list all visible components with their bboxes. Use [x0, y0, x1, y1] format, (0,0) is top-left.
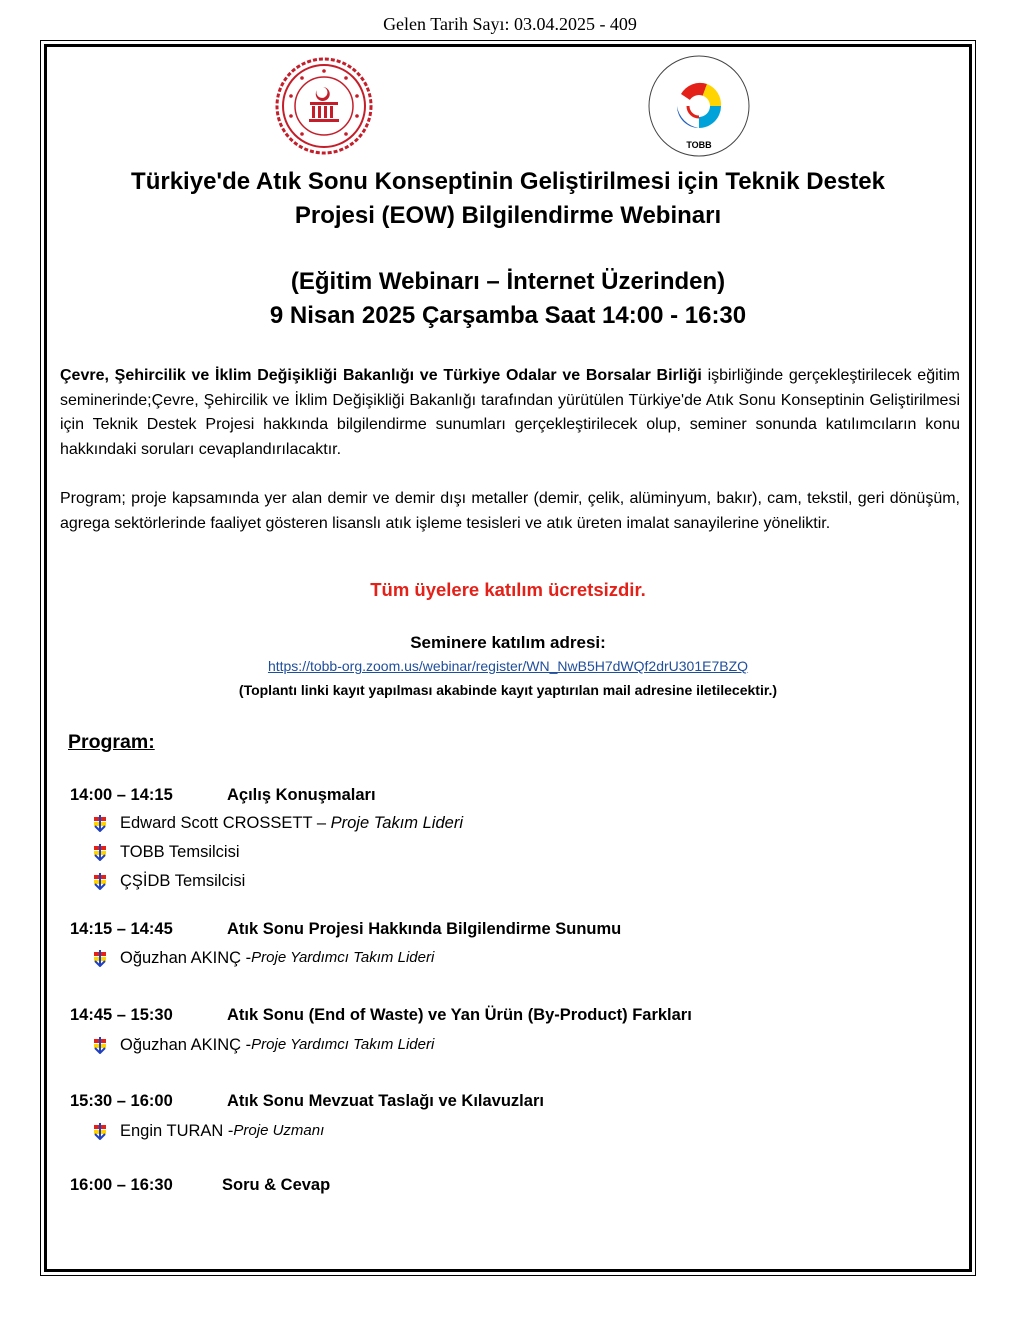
registration-link[interactable]: https://tobb-org.zoom.us/webinar/register/WN_NwB5H7dWQf2drU301E7BZQ: [267, 658, 749, 674]
registration-note: (Toplantı linki kayıt yapılması akabinde kayıt yaptırılan mail adresine iletilecektir.): [238, 682, 778, 698]
speaker-item: TOBB Temsilcisi: [91, 841, 240, 863]
event-date: 9 Nisan 2025 Çarşamba Saat 14:00 - 16:30: [269, 302, 747, 329]
bullet-arrow-icon: [91, 949, 109, 967]
speaker-item: ÇŞİDB Temsilcisi: [91, 870, 245, 892]
speaker-item: Edward Scott CROSSETT – Proje Takım Lideri: [91, 812, 463, 834]
session-row: 14:45 – 15:30 Atık Sonu (End of Waste) ve Yan Ürün (By-Product) Farkları: [70, 1006, 692, 1024]
document-title: Türkiye'de Atık Sonu Konseptinin Geliştirilmesi için Teknik Destek Projesi (EOW) Bilgilendirme Webinarı: [131, 168, 885, 229]
document-body: [47, 47, 969, 1269]
speaker-item: Oğuzhan AKINÇ - Proje Yardımcı Takım Lideri: [91, 1034, 434, 1056]
bullet-arrow-icon: [91, 843, 109, 861]
session-row: 14:15 – 14:45 Atık Sonu Projesi Hakkında Bilgilendirme Sunumu: [70, 920, 622, 938]
bullet-arrow-icon: [91, 872, 109, 890]
speaker-item: Engin TURAN - Proje Uzmanı: [91, 1120, 324, 1142]
intro-paragraph: Çevre, Şehircilik ve İklim Değişikliği Bakanlığı ve Türkiye Odalar ve Borsalar Birliği işbirliğinde gerçekleştirilecek eğitim seminerinde;Çevre, Şehircilik ve İklim Değişikliği Bakanlığı tarafından yürütülen Türkiye'de Atık Sonu Konseptinin Geliştirilmesi için Teknik Destek Projesi hakkında bilgilendirme sunumları gerçekleştirilecek olup, seminer sonunda katılımcıların konu hakkındaki soruları cevaplandırılacaktır.: [60, 367, 960, 458]
session-row: 15:30 – 16:00 Atık Sonu Mevzuat Taslağı ve Kılavuzları: [70, 1092, 544, 1110]
session-row: 14:00 – 14:15 Açılış Konuşmaları: [70, 786, 376, 804]
event-subtitle: (Eğitim Webinarı – İnternet Üzerinden) 9 Nisan 2025 Çarşamba Saat 14:00 - 16:30: [47, 265, 969, 333]
speaker-item: Oğuzhan AKINÇ - Proje Yardımcı Takım Lideri: [91, 947, 434, 969]
bullet-arrow-icon: [91, 1036, 109, 1054]
session-row: 16:00 – 16:30 Soru & Cevap: [70, 1176, 331, 1194]
registration-label: Seminere katılım adresi:: [410, 633, 606, 652]
csidb-seal-icon: [274, 56, 374, 156]
document-stamp: Gelen Tarih Sayı: 03.04.2025 - 409: [383, 14, 637, 34]
bullet-arrow-icon: [91, 1122, 109, 1140]
free-participation-note: Tüm üyelere katılım ücretsizdir.: [370, 579, 646, 600]
program-description: Program; proje kapsamında yer alan demir ve demir dışı metaller (demir, çelik, alüminyum, bakır), cam, tekstil, geri dönüşüm, agrega sektörlerinde faaliyet gösteren lisanslı atık işleme tesisleri ve atık üreten imalat sanayilerine yöneliktir.: [60, 490, 960, 532]
program-heading: Program:: [68, 731, 155, 753]
svg-text:TOBB: TOBB: [686, 140, 712, 150]
bullet-arrow-icon: [91, 814, 109, 832]
tobb-logo-icon: [647, 54, 752, 159]
